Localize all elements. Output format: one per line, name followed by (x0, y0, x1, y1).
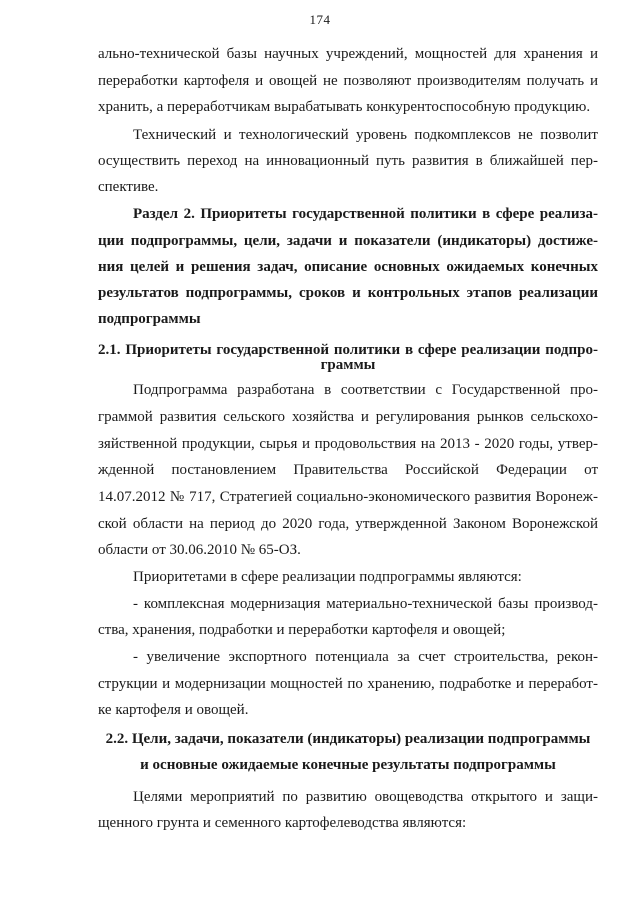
section-heading-line: ции подпрограммы, цели, задачи и показатели (индикаторы) достиже- (98, 233, 598, 249)
text-line: Подпрограмма разработана в соответствии с Государственной про- (133, 382, 598, 398)
section-heading-line: подпрограммы (98, 311, 201, 327)
section-heading-line: ния целей и решения задач, описание основных ожидаемых конечных (98, 259, 598, 275)
text-line: ально-технической базы научных учреждений, мощностей для хранения и (98, 46, 598, 62)
text-line: переработки картофеля и овощей не позволяют производителям получать и (98, 73, 598, 89)
text-line: ской области на период до 2020 года, утвержденной Законом Воронежской (98, 516, 598, 532)
text-line: осуществить переход на инновационный путь развития в ближайшей пер- (98, 153, 598, 169)
list-item-line: ства, хранения, подработки и переработки картофеля и овощей; (98, 622, 506, 638)
text-line: граммой развития сельского хозяйства и регулирования рынков сельскохо- (98, 409, 598, 425)
section-heading-line: Раздел 2. Приоритеты государственной политики в сфере реализа- (133, 206, 598, 222)
list-item-line: - комплексная модернизация материально-технической базы производ- (133, 596, 598, 612)
subsection-heading-line: 2.2. Цели, задачи, показатели (индикаторы) реализации подпрограммы (105, 731, 591, 747)
text-line: щенного грунта и семенного картофелеводства являются: (98, 815, 467, 831)
subsection-heading-line: и основные ожидаемые конечные результаты подпрограммы (140, 757, 556, 773)
subsection-heading-line: граммы (320, 357, 376, 373)
list-item-line: струкции и модернизации мощностей по хранению, подработке и переработ- (98, 676, 598, 692)
list-item-line: ке картофеля и овощей. (98, 702, 249, 718)
text-line: хранить, а переработчикам вырабатывать конкурентоспособную продукцию. (98, 99, 591, 115)
section-heading-line: результатов подпрограммы, сроков и контрольных этапов реализации (98, 285, 598, 301)
text-line: 14.07.2012 № 717, Стратегией социально-экономического развития Воронеж- (98, 489, 598, 505)
text-line: Приоритетами в сфере реализации подпрограммы являются: (133, 569, 522, 585)
text-line: жденной постановлением Правительства Российской Федерации от (98, 462, 598, 478)
text-line: зяйственной продукции, сырья и продовольствия на 2013 - 2020 годы, утвер- (98, 436, 598, 452)
text-line: Технический и технологический уровень подкомплексов не позволит (133, 127, 598, 143)
subsection-heading-line: 2.1. Приоритеты государственной политики в сфере реализации подпро- (98, 342, 598, 358)
text-line: спективе. (98, 179, 159, 195)
page-number: 174 (309, 12, 331, 27)
text-line: области от 30.06.2010 № 65-ОЗ. (98, 542, 301, 558)
text-line: Целями мероприятий по развитию овощеводства открытого и защи- (133, 789, 598, 805)
list-item-line: - увеличение экспортного потенциала за счет строительства, рекон- (133, 649, 598, 665)
